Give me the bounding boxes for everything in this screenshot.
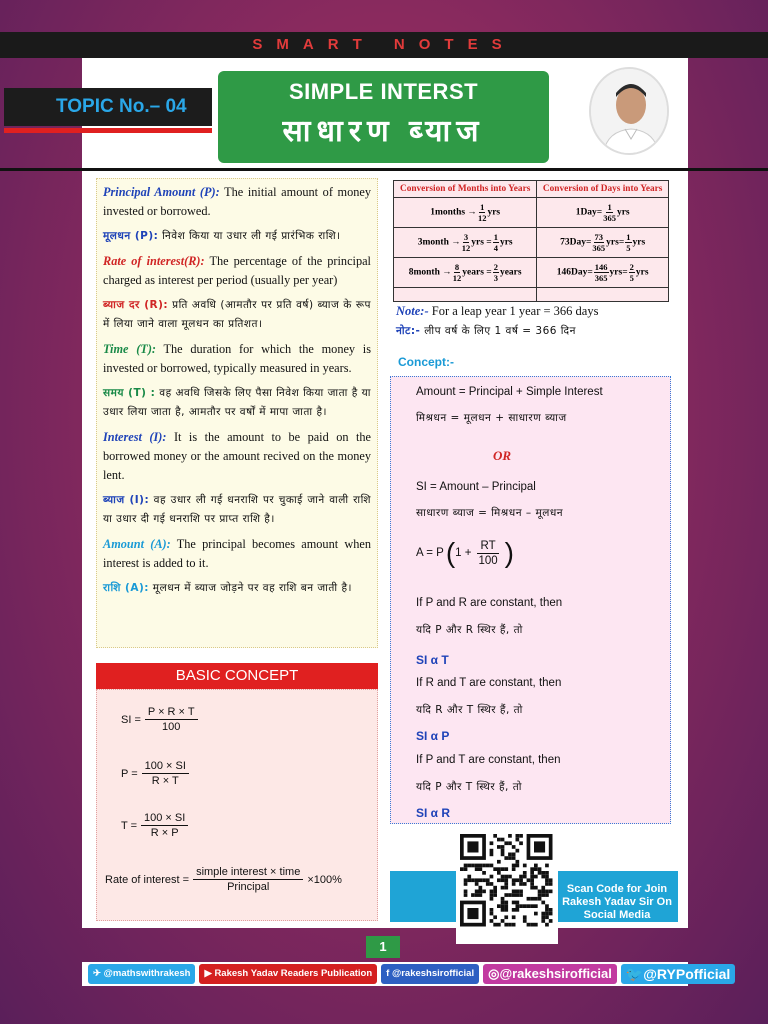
concept-c1-result: SI α T: [416, 653, 449, 667]
concept-label: Concept:-: [398, 355, 454, 369]
leap-year-note-hi: नोट:- लीप वर्ष के लिए 1 वर्ष = 366 दिन: [396, 325, 576, 337]
concept-c1: If P and R are constant, then: [416, 597, 563, 609]
instagram-link[interactable]: ◎@rakeshsirofficial: [483, 964, 617, 984]
concept-a-formula: A = P ( 1 + $\frac{RT}{100}$ ): [416, 537, 514, 568]
qr-caption: Scan Code for Join Rakesh Yadav Sir On Social Media: [562, 883, 672, 921]
conversion-table: [393, 180, 669, 302]
formula-t: T = $\frac{100 \times SI}{R \times P}$: [121, 812, 192, 839]
definitions-panel: [96, 178, 378, 648]
telegram-link[interactable]: ✈ @mathswithrakesh: [88, 964, 195, 984]
formula-si: SI = $\frac{P \times R \times T}{100}$: [121, 706, 202, 733]
def-interest-hi: ब्याज (I): वह उधार ली गई धनराशि पर चुकाई जाने वाली राशि या उधार दी गई धनराशि पर प्राप्त राशि है।: [103, 494, 371, 525]
formula-rate: Rate of interest = $\frac{\text{simple interest × time}}{\text{Principal}}$ ×100%: [105, 866, 342, 893]
facebook-link[interactable]: f @rakeshsirofficial: [381, 964, 479, 984]
twitter-link[interactable]: 🐦@RYPofficial: [621, 964, 735, 984]
concept-c3: If P and T are constant, then: [416, 754, 561, 766]
header-divider: [0, 168, 768, 171]
concept-c3-result: SI α R: [416, 806, 451, 820]
concept-panel: [390, 376, 671, 824]
topic-underline: [4, 128, 212, 133]
title-box: [218, 71, 549, 163]
def-amount: Amount (A): The principal becomes amount when interest is added to it.: [103, 537, 372, 570]
social-bar: [82, 962, 731, 986]
def-principal-hi: मूलधन (P): निवेश किया या उधार ली गई प्रारंभिक राशि।: [103, 230, 341, 242]
formula-p: P = $\frac{100 \times SI}{R \times T}$: [121, 760, 193, 787]
concept-si: SI = Amount – Principal: [416, 481, 536, 493]
concept-c2: If R and T are constant, then: [416, 677, 562, 689]
top-banner: SMART NOTES: [0, 32, 768, 58]
page-number: 1: [366, 936, 400, 958]
basic-concept-heading: BASIC CONCEPT: [96, 663, 378, 689]
concept-c2-result: SI α P: [416, 729, 450, 743]
table-header-days: Conversion of Days into Years: [537, 181, 669, 198]
table-row: [394, 288, 669, 302]
title-hindi: साधारण ब्याज: [282, 115, 485, 148]
concept-si-hi: साधारण ब्याज = मिश्रधन – मूलधन: [416, 507, 564, 519]
topic-label: TOPIC No.– 04: [4, 88, 212, 126]
def-time-hi: समय (T) : वह अवधि जिसके लिए पैसा निवेश किया जाता है या उधार लिया जाता है, आमतौर पर वर्षों में मापा जाता है।: [103, 387, 371, 418]
def-time: Time (T): The duration for which the money is invested or borrowed, typically measured in years.: [103, 342, 371, 375]
table-header-months: Conversion of Months into Years: [394, 181, 537, 198]
def-rate-hi: ब्याज दर (R): प्रति अवधि (आमतौर पर प्रति वर्ष) ब्याज के रूप में लिया जाने वाला मूलधन का प्रतिशत।: [103, 299, 372, 330]
concept-c3-hi: यदि P और T स्थिर हैं, तो: [416, 781, 522, 793]
concept-c1-hi: यदि P और R स्थिर हैं, तो: [416, 624, 523, 636]
concept-amount-hi: मिश्रधन = मूलधन + साधारण ब्याज: [416, 412, 567, 424]
table-row: 8month → $\frac{8}{12}$ years = $\frac{2}{3}$ years 146Day= $\frac{146}{365}$ yrs= $\frac{2}{5}$ yrs: [394, 258, 669, 288]
leap-year-note: Note:- For a leap year 1 year = 366 days: [396, 304, 599, 318]
author-avatar: [589, 67, 669, 155]
basic-concept-panel: [96, 689, 378, 921]
table-row: 3month → $\frac{3}{12}$ yrs = $\frac{1}{4}$ yrs 73Day= $\frac{73}{365}$ yrs= $\frac{1}{5}$ yrs: [394, 228, 669, 258]
def-principal: Principal Amount (P): The initial amount of money invested or borrowed.: [103, 185, 371, 218]
qr-code-icon[interactable]: [456, 830, 558, 944]
def-rate: Rate of interest(R): The percentage of the principal charged as interest per period (usually per year): [103, 254, 371, 287]
title-english: SIMPLE INTERST: [288, 79, 479, 104]
def-amount-hi: राशि (A): मूलधन में ब्याज जोड़ने पर वह राशि बन जाती है।: [103, 582, 353, 594]
def-interest: Interest (I): It is the amount to be paid on the borrowed money or the amount recived on the money lent.: [103, 430, 371, 482]
youtube-link[interactable]: ▶ Rakesh Yadav Readers Publication: [199, 964, 377, 984]
concept-or: OR: [493, 448, 512, 463]
concept-amount: Amount = Principal + Simple Interest: [416, 386, 603, 398]
table-row: 1months → $\frac{1}{12}$ yrs 1Day= $\frac{1}{365}$ yrs: [394, 198, 669, 228]
concept-c2-hi: यदि R और T स्थिर हैं, तो: [416, 704, 523, 716]
